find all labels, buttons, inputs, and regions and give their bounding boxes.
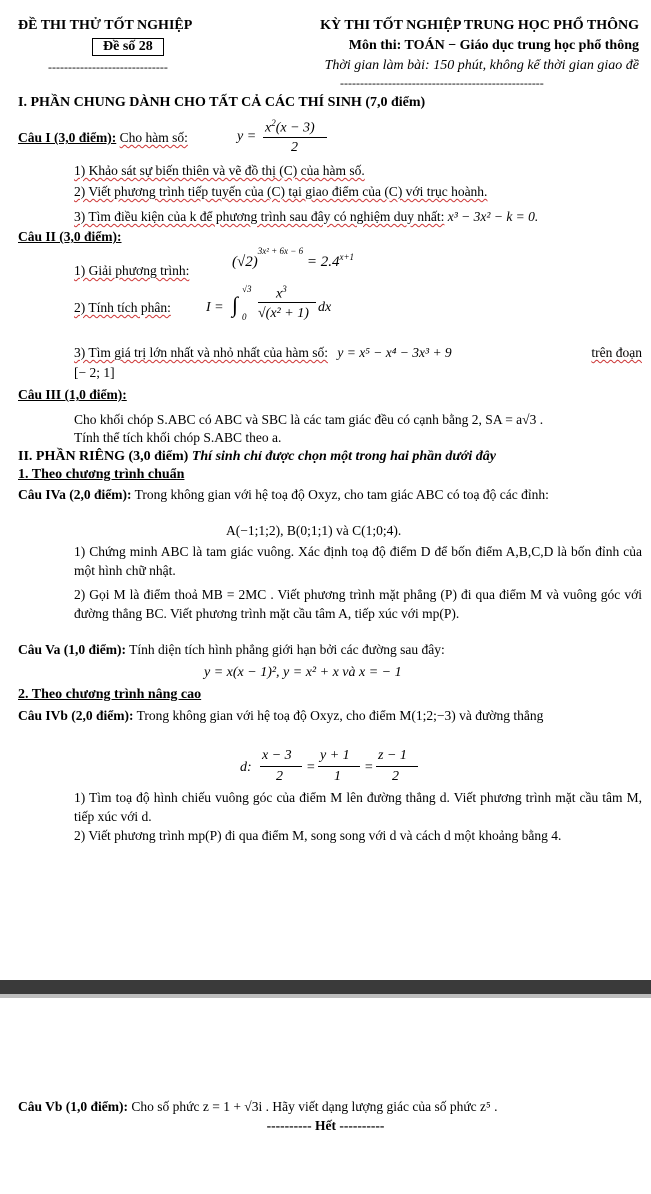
end-marker: ---------- Hết ---------- <box>266 1118 385 1133</box>
left-divider: ------------------------------ <box>48 60 168 74</box>
q1-item1: 1) Khảo sát sự biến thiên và vẽ đồ thị (C) của hàm số. <box>74 163 365 178</box>
school-title: ĐỀ THI THỬ TỐT NGHIỆP <box>18 18 193 33</box>
q4a-item1: 1) Chứng minh ABC là tam giác vuông. Xác định toạ độ điểm D để bốn điểm A,B,C,D là bốn đỉnh của một hình chữ nhật. <box>74 544 642 578</box>
q1-intro: Cho hàm số: <box>119 130 188 145</box>
exam-number-badge: Đề số 28 <box>92 38 164 56</box>
section-advanced: 2. Theo chương trình nâng cao <box>18 687 202 702</box>
q2-item3-eq: y = x⁵ − x⁴ − 3x³ + 9 <box>337 345 452 360</box>
q5b-line: Câu Vb (1,0 điểm): Cho số phức z = 1 + √3i . Hãy viết dạng lượng giác của số phức z⁵ . <box>18 1099 498 1114</box>
q2-item2-eq: I = ∫ √3 0 $x^3$ √(x² + 1) dx <box>206 284 332 322</box>
q2-label: Câu II (3,0 điểm): <box>18 229 122 244</box>
time-line: Thời gian làm bài: 150 phút, không kể thời gian giao đề <box>324 58 639 73</box>
part2-title: II. PHẦN RIÊNG (3,0 điểm) Thí sinh chỉ được chọn một trong hai phần dưới đây <box>18 449 496 464</box>
q4a-points: A(−1;1;2), B(0;1;1) và C(1;0;4). <box>226 523 402 538</box>
q5a-eq: y = x(x − 1)², y = x² + x và x = − 1 <box>204 665 402 680</box>
q3-line1: Cho khối chóp S.ABC có ABC và SBC là các tam giác đều có cạnh bằng 2, SA = a√3 . <box>74 412 544 427</box>
exam-title: KỲ THI TỐT NGHIỆP TRUNG HỌC PHỔ THÔNG <box>320 18 639 33</box>
q2-item2: 2) Tính tích phân: <box>74 300 171 315</box>
q2-item1-eq: $(√2)^{3x^2 + 6x - 6} = 2.4^{x+1}$ <box>232 246 355 270</box>
q3-line2: Tính thể tích khối chóp S.ABC theo a. <box>74 430 282 445</box>
q5a-line: Câu Va (1,0 điểm): Tính diện tích hình phẳng giới hạn bởi các đường sau đây: <box>18 642 445 657</box>
q2-item1: 1) Giải phương trình: <box>74 263 190 278</box>
q4a-intro: Câu IVa (2,0 điểm): Trong không gian với hệ toạ độ Oxyz, cho tam giác ABC có toạ độ các đỉnh: <box>18 487 549 502</box>
q1-item3: 3) Tìm điều kiện của k để phương trình sau đây có nghiệm duy nhất: x³ − 3x² − k = 0. <box>74 209 539 224</box>
q4b-item2: 2) Viết phương trình mp(P) đi qua điểm M, song song với d và cách d một khoảng bằng 4. <box>74 828 562 843</box>
subject-line: Môn thi: TOÁN − Giáo dục trung học phổ thông <box>348 38 639 53</box>
q4a-item2: 2) Gọi M là điểm thoả MB = 2MC . Viết phương trình mặt phẳng (P) đi qua điểm M và vuông góc với đường thẳng BC. Viết phương trình mặt cầu tâm A, tiếp xúc với mp(P). <box>74 587 642 621</box>
q2-item3: 3) Tìm giá trị lớn nhất và nhỏ nhất của hàm số: y = x⁵ − x⁴ − 3x³ + 9 trên đoạn <box>74 345 642 360</box>
q1-label: Câu I (3,0 điểm): <box>18 130 117 145</box>
q4b-intro: Câu IVb (2,0 điểm): Trong không gian với hệ toạ độ Oxyz, cho điểm M(1;2;−3) và đường thẳng <box>18 708 544 723</box>
q4b-item1: 1) Tìm toạ độ hình chiếu vuông góc của điểm M lên đường thẳng d. Viết phương trình mặt cầu tâm M, tiếp xúc với d. <box>74 790 642 824</box>
right-divider: --------------------------------------------------- <box>340 76 544 90</box>
q1-line <box>18 130 188 146</box>
section-standard: 1. Theo chương trình chuẩn <box>18 467 185 482</box>
q4b-line-eq: d: x − 3 2 = y + 1 1 = z − 1 2 <box>240 748 420 792</box>
part1-title: I. PHẦN CHUNG DÀNH CHO TẤT CẢ CÁC THÍ SINH (7,0 điểm) <box>18 95 426 110</box>
q3-label: Câu III (1,0 điểm): <box>18 387 127 402</box>
q2-item3-interval: [− 2; 1] <box>74 365 115 380</box>
q1-item3-eq: x³ − 3x² − k = 0. <box>447 209 539 224</box>
part2-note: Thí sinh chỉ được chọn một trong hai phần dưới đây <box>191 449 496 464</box>
page-break-light <box>0 994 651 998</box>
q1-item2: 2) Viết phương trình tiếp tuyến của (C) tại giao điểm của (C) với trục hoành. <box>74 184 488 199</box>
page-break-dark <box>0 980 651 994</box>
